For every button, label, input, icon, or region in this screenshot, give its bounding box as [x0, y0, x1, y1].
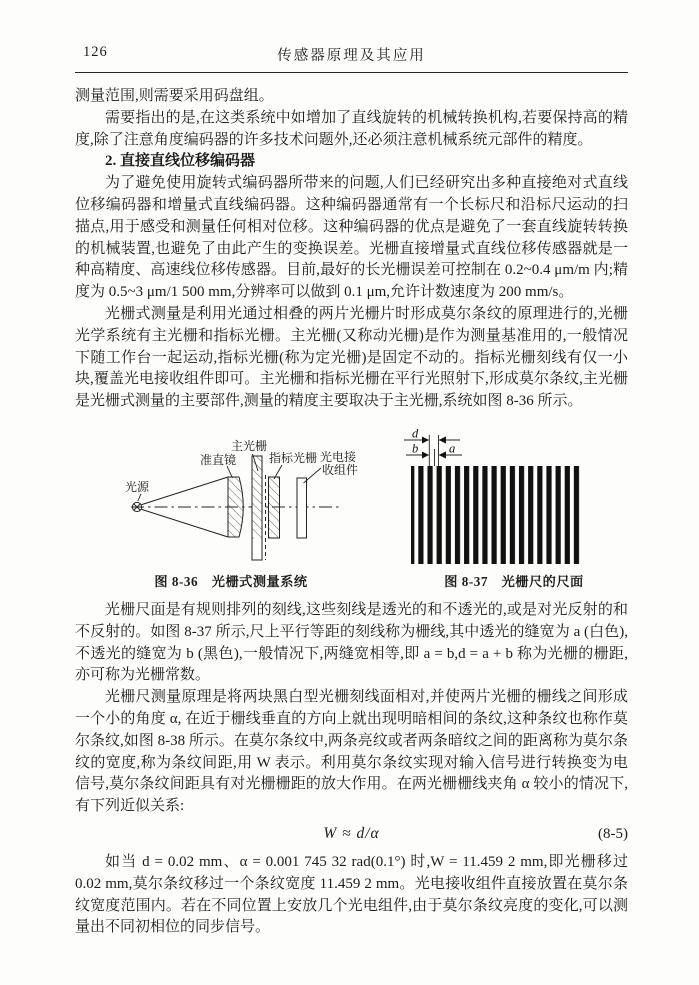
figure-8-36 [75, 428, 387, 590]
paragraph-note: 需要指出的是,在这类系统中如增加了直线旋转的机械转换机构,若要保持高的精度,除了注意角度编码器的许多技术问题外,还必须注意机械系统元部件的精度。 [75, 109, 628, 148]
label-collimating-lens: 准直镜 [199, 452, 237, 467]
formula-number: (8-5) [598, 825, 628, 842]
page-header [75, 44, 628, 64]
paragraph-grating-measurement: 光栅式测量是利用光通过相叠的两片光栅片时形成莫尔条纹的原理进行的,光栅光学系统有主光栅和指标光栅。主光栅(又称动光栅)是作为测量基准用的,一般情况下随工作台一起运动,指标光栅(称为定光栅)是固定不动的。指标光栅刻线有仅一小块,覆盖光电接收组件即可。主光栅和指标光栅在平行光照射下,形成莫尔条纹,主光栅是光栅式测量的主要部件,测量的精度主要取决于主光栅,系统如图 8-36 所示。 [75, 305, 628, 410]
figure-8-37-diagram [400, 428, 628, 564]
paragraph-intro: 为了避免使用旋转式编码器所带来的问题,人们已经研究出多种直接绝对式直线位移编码器和增量式直线编码器。这种编码器通常有一个长标尺和沿标尺运动的扫描点,用于感受和测量任何相对位移。这种编码器的优点是避免了一套直线旋转转换的机械装置,也避免了由此产生的变换误差。光栅直接增量式直线位移传感器就是一种高精度、高速线位移传感器。目前,最好的长光栅误差可控制在 0.2~0.4 μm/m 内;精度为 0.5~3 μm/1 500 mm,分辨率可以做到 0.1 μm,允许计数速度为 200 mm/s。 [75, 175, 628, 301]
figure-8-37-caption: 图 8-37 光栅尺的尺面 [444, 573, 584, 589]
label-main-grating: 主光栅 [230, 438, 268, 453]
paragraph-scale-face: 光栅尺面是有规则排列的刻线,这些刻线是透光的和不透光的,或是对光反射的和不反射的。如图 8-37 所示,尺上平行等距的刻线称为栅线,其中透光的缝宽为 a (白色),不透光的缝宽为 b (黑色),一般情况下,两缝宽相等,即 a = b,d = a + b 称为光栅的栅距,亦可称为光栅常数。 [75, 601, 628, 684]
running-title: 传感器原理及其应用 [277, 48, 426, 64]
label-dim-b: b [412, 441, 419, 456]
label-light-source: 光源 [124, 479, 150, 494]
paragraph-continuation: 测量范围,则需要采用码盘组。 [75, 88, 274, 104]
grating-stripes [411, 466, 581, 564]
paragraph-moire-principle: 光栅尺测量原理是将两块黑白型光栅刻线面相对,并使两片光栅的栅线之间形成一个小的角度 α, 在近于栅线垂直的方向上就出现明暗相间的条纹,这种条纹也称作莫尔条纹,如图 8-38 所示。在莫尔条纹中,两条亮纹或者两条暗纹之间的距离称为莫尔条纹的宽度,称为条纹间距,用 W 表示。利用莫尔条纹实现对输入信号进行转换变为电信号,莫尔条纹间距具有对光栅栅距的放大作用。在两光栅栅线夹角 α 较小的情况下,有下列近似关系: [75, 689, 628, 815]
page-body [75, 73, 628, 939]
photo-receiver-shape [297, 478, 307, 538]
main-grating-shape [252, 456, 262, 560]
paragraph-example: 如当 d = 0.02 mm、α = 0.001 745 32 rad(0.1°) 时,W = 11.459 2 mm,即光栅移过 0.02 mm,莫尔条纹移过一个条纹宽度 11.459 2 mm。光电接收组件直接放置在莫尔条纹宽度范围内。若在不同位置上安放几个光电组件,由于莫尔条纹亮度的变化,可以测量出不同初相位的同步信号。 [75, 853, 628, 936]
label-index-grating: 指标光栅 [268, 450, 318, 465]
label-dim-a: a [449, 441, 456, 456]
figure-8-36-diagram [75, 428, 387, 564]
page-number: 126 [83, 44, 108, 60]
label-receiver-line1: 光电接 [319, 449, 357, 464]
figure-8-37 [400, 428, 628, 590]
section-heading: 2. 直接直线位移编码器 [105, 153, 256, 170]
figure-row [75, 428, 628, 590]
formula-expression: W ≈ d/α [323, 824, 380, 842]
figure-8-36-caption: 图 8-36 光栅式测量系统 [154, 573, 308, 589]
label-dim-d: d [412, 427, 419, 441]
index-grating-shape [269, 477, 280, 538]
dimension-extension-lines [429, 435, 438, 466]
label-receiver-line2: 收组件 [321, 462, 359, 477]
collimating-lens-shape [228, 477, 243, 537]
formula-row [75, 823, 628, 845]
